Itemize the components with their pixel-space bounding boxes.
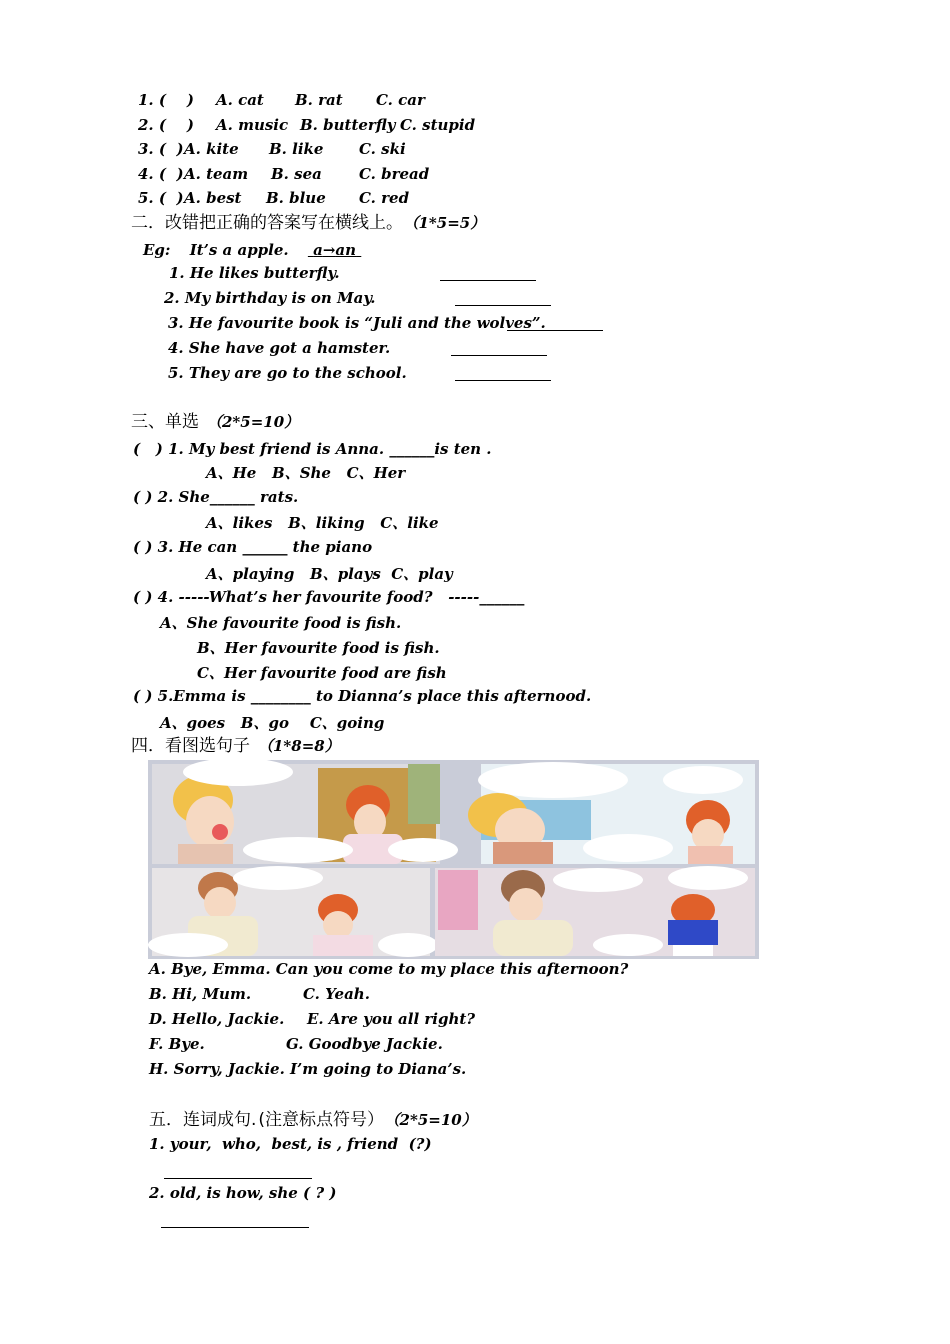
option-c: C. stupid	[400, 116, 476, 134]
s4-sentence-h: H. Sorry, Jackie. I’m going to Diana’s.	[149, 1060, 467, 1078]
section3-heading	[131, 411, 299, 433]
option-a: A. cat	[216, 91, 264, 109]
option-c: C. bread	[359, 165, 430, 183]
option-c: C. ski	[359, 140, 406, 158]
s3-q3-options: A、playing B、plays C、play	[206, 565, 453, 583]
section5-heading	[149, 1109, 477, 1131]
answer-paren[interactable]: ( )	[158, 189, 184, 207]
heading-text: 四．看图选句子	[131, 736, 250, 756]
s2-item-3: 3. He favourite book is “Juli and the wolves”.	[168, 314, 546, 332]
s3-q5: ( ) 5.Emma is ________ to Dianna’s place this afternood.	[133, 687, 592, 705]
s2-item-1: 1. He likes butterfly.	[169, 264, 340, 282]
answer-blank-1[interactable]	[440, 280, 536, 281]
item-num: 4.	[138, 165, 154, 183]
option-b: B. butterfly	[300, 116, 396, 134]
example-answer	[308, 241, 361, 259]
s2-item-2: 2. My birthday is on May.	[164, 289, 376, 307]
item-num: 2.	[138, 116, 154, 134]
answer-paren[interactable]: ( )	[158, 116, 194, 134]
item-num: 1.	[138, 91, 154, 109]
option-a: A. team	[184, 165, 249, 183]
comic-strip-image	[148, 760, 759, 959]
points: （1*8=8）	[258, 737, 340, 755]
s3-q4-option-b: B、Her favourite food is fish.	[197, 639, 440, 657]
example-line	[143, 240, 361, 260]
answer-to: an	[335, 241, 357, 259]
s3-q4-option-a: A、She favourite food is fish.	[160, 614, 402, 632]
option-b: B. sea	[271, 165, 322, 183]
s4-sentence-e: E. Are you all right?	[307, 1010, 476, 1028]
s3-q3: ( ) 3. He can ______ the piano	[133, 538, 373, 556]
example-sentence: It’s a apple.	[189, 241, 289, 259]
s1-item-5	[138, 188, 410, 208]
option-b: B. rat	[295, 91, 343, 109]
s4-sentence-f: F. Bye.	[149, 1035, 205, 1053]
s3-q4-option-c: C、Her favourite food are fish	[197, 664, 447, 682]
answer-blank-2[interactable]	[455, 305, 551, 306]
s3-q2: ( ) 2. She______ rats.	[133, 488, 299, 506]
s5-item-1: 1. your, who, best, is , friend (?)	[149, 1135, 432, 1153]
heading-text: 二．改错把正确的答案写在横线上。	[131, 213, 403, 233]
s3-q4: ( ) 4. -----What’s her favourite food? -----______	[133, 588, 525, 606]
answer-paren[interactable]: ( )	[158, 140, 184, 158]
comic-panel-4	[435, 866, 755, 956]
comic-panel-3	[148, 866, 438, 957]
option-b: B. blue	[266, 189, 326, 207]
points: （2*5=10）	[207, 413, 300, 431]
heading-text: 三、单选	[131, 412, 199, 432]
s1-item-1	[138, 90, 425, 110]
comic-panel-2	[468, 762, 755, 864]
answer-from: a	[313, 241, 323, 259]
item-num: 3.	[138, 140, 154, 158]
option-a: A. music	[216, 116, 289, 134]
option-b: B. like	[269, 140, 324, 158]
points: （2*5=10）	[392, 1111, 477, 1129]
s2-item-5: 5. They are go to the school.	[168, 364, 407, 382]
s4-sentence-b: B. Hi, Mum.	[149, 985, 252, 1003]
s4-sentence-d: D. Hello, Jackie.	[149, 1010, 285, 1028]
option-a: A. kite	[184, 140, 239, 158]
answer-blank-4[interactable]	[451, 355, 547, 356]
s3-q1: ( ) 1. My best friend is Anna. ______is ten .	[133, 440, 492, 458]
s4-sentence-a: A. Bye, Emma. Can you come to my place this afternoon?	[149, 960, 629, 978]
answer-paren[interactable]: ( )	[158, 165, 184, 183]
option-a: A. best	[184, 189, 242, 207]
answer-blank-3[interactable]	[507, 330, 603, 331]
answer-paren[interactable]: ( )	[158, 91, 194, 109]
section2-heading	[131, 212, 485, 234]
s5-item-2: 2. old, is how, she ( ? )	[149, 1184, 337, 1202]
note: (注意标点符号）	[258, 1110, 385, 1130]
option-c: C. red	[359, 189, 410, 207]
section4-heading	[131, 735, 340, 757]
s3-q1-options: A、He B、She C、Her	[206, 464, 406, 482]
s1-item-3	[138, 139, 406, 159]
answer-blank-5[interactable]	[455, 380, 551, 381]
s1-item-2	[138, 115, 476, 135]
arrow-icon: →	[322, 241, 336, 259]
option-c: C. car	[376, 91, 425, 109]
answer-blank-s5-1[interactable]	[164, 1178, 312, 1179]
comic-panel-1	[152, 760, 458, 864]
points: （1*5=5）	[411, 214, 486, 232]
heading-text: 五．连词成句.	[149, 1110, 257, 1130]
s3-q2-options: A、likes B、liking C、like	[206, 514, 439, 532]
s4-sentence-g: G. Goodbye Jackie.	[286, 1035, 443, 1053]
item-num: 5.	[138, 189, 154, 207]
s3-q5-options: A、goes B、go C、going	[160, 714, 385, 732]
s4-sentence-c: C. Yeah.	[303, 985, 370, 1003]
s1-item-4	[138, 164, 430, 184]
answer-blank-s5-2[interactable]	[161, 1227, 309, 1228]
example-prefix: Eg:	[143, 241, 171, 259]
s2-item-4: 4. She have got a hamster.	[168, 339, 391, 357]
